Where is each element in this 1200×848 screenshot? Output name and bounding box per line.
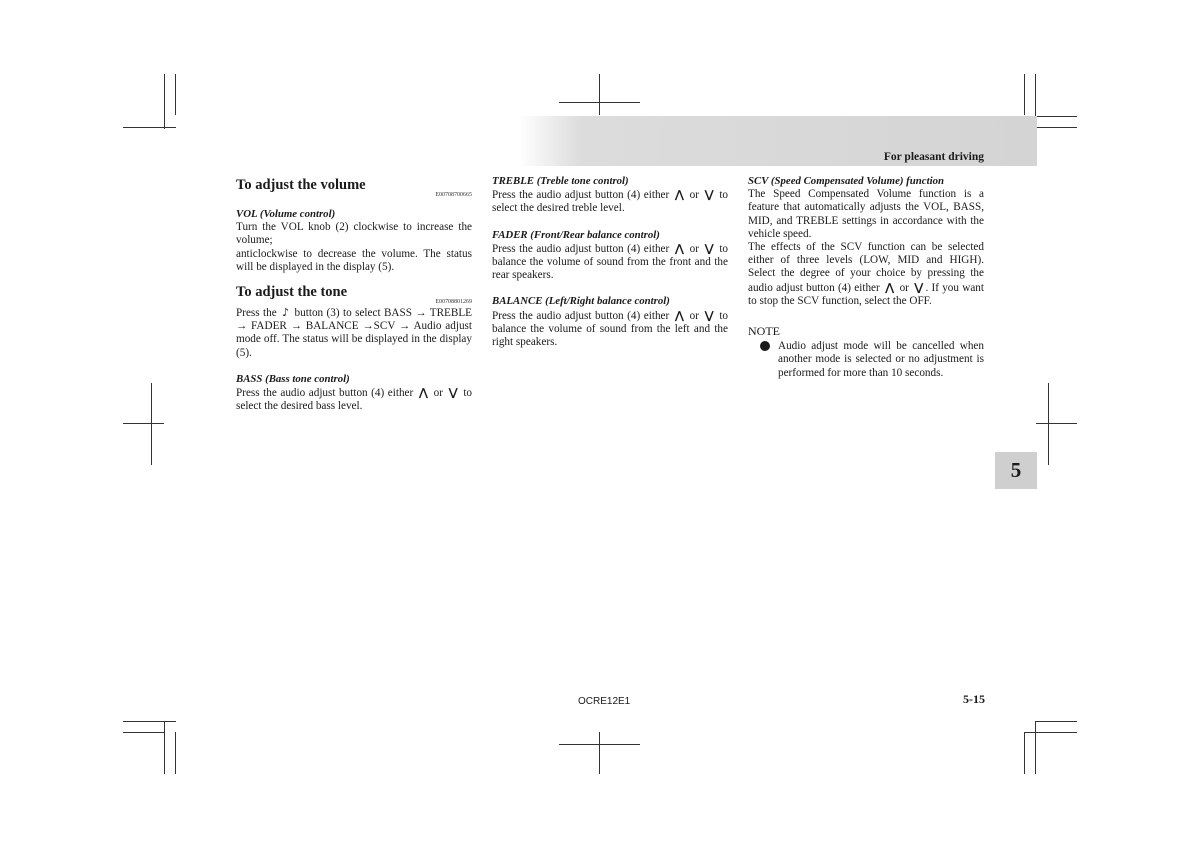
crop-mark (151, 383, 152, 465)
crop-mark (1048, 383, 1049, 465)
text-segment: The effects of the SCV function can be selected either of three levels (LOW, MID and HIGH). Select the degree of your choice by pressing the audio adjust button (4) either (748, 241, 984, 294)
text-segment: . If you want to stop the SCV function, select the OFF. (748, 281, 985, 307)
up-button-icon: ⋀ (418, 386, 429, 400)
up-button-icon: ⋀ (674, 308, 685, 322)
page-code: OCRE12E1 (578, 696, 631, 707)
paragraph-fader (492, 242, 728, 283)
crop-mark (123, 732, 164, 733)
crop-mark (175, 732, 176, 774)
text-segment: to balance the volume of sound from the left and the right speakers. (492, 309, 729, 349)
crop-mark (123, 423, 164, 424)
crop-mark (1024, 74, 1025, 115)
bullet-icon (760, 341, 770, 351)
crop-mark (1036, 423, 1077, 424)
subheading-balance: BALANCE (Left/Right balance control) (492, 295, 670, 308)
crop-mark (123, 721, 176, 722)
paragraph-vol-1: Turn the VOL knob (2) clockwise to increase the volume; (236, 221, 472, 247)
subheading-scv: SCV (Speed Compensated Volume) function (748, 175, 944, 187)
crop-mark (123, 127, 176, 128)
column-left (236, 172, 472, 413)
paragraph-scv-2 (748, 241, 984, 308)
page-number: 5-15 (963, 692, 985, 706)
paragraph-treble (492, 188, 728, 215)
text-segment: or (689, 309, 699, 322)
text-segment: Press the audio adjust button (4) either (236, 387, 414, 400)
crop-mark (599, 732, 600, 774)
reference-code: E00708801269 (435, 299, 472, 306)
up-button-icon: ⋀ (674, 188, 685, 202)
note-bullet-text: Audio adjust mode will be cancelled when another mode is selected or no adjustment is performed for more than 10 seconds. (778, 340, 984, 379)
crop-mark (164, 74, 165, 129)
note-button-icon: ♪ (282, 306, 290, 320)
note-bullet-item (748, 340, 984, 380)
text-segment: or (433, 387, 443, 400)
text-segment: to balance the volume of sound from the front and the rear speakers. (492, 242, 729, 282)
column-right (748, 172, 984, 380)
text-segment: Press the audio adjust button (4) either (492, 242, 670, 255)
down-button-icon: ⋁ (704, 188, 714, 202)
text-segment: to select the desired treble level. (492, 189, 729, 215)
text-segment: Press the (236, 307, 277, 320)
text-segment: or (899, 281, 909, 294)
text-segment: Press the audio adjust button (4) either (492, 309, 670, 322)
crop-mark (1035, 721, 1077, 722)
paragraph-tone (236, 306, 472, 360)
crop-mark (1035, 721, 1036, 774)
subheading-fader: FADER (Front/Rear balance control) (492, 228, 660, 241)
up-button-icon: ⋀ (674, 241, 685, 255)
down-button-icon: ⋁ (448, 386, 458, 400)
chapter-tab: 5 (995, 452, 1037, 489)
down-button-icon: ⋁ (914, 280, 924, 294)
text-segment: Press the audio adjust button (4) either (492, 189, 670, 202)
note-label: NOTE (748, 324, 780, 339)
subheading-vol: VOL (Volume control) (236, 208, 336, 220)
text-segment: button (3) to select BASS → TREBLE → FADER → BALANCE →SCV → Audio adjust mode off. The status will be displayed in the display (5). (236, 307, 472, 359)
down-button-icon: ⋁ (704, 241, 714, 255)
paragraph-scv-1: The Speed Compensated Volume function is a feature that automatically adjusts the VOL, BASS, MID, and TREBLE settings in accordance with the vehicle speed. (748, 188, 984, 240)
crop-mark (1024, 732, 1025, 774)
text-segment: or (689, 189, 699, 202)
crop-mark (1035, 116, 1077, 117)
crop-mark (164, 721, 165, 774)
down-button-icon: ⋁ (704, 308, 714, 322)
reference-code: E00708700665 (435, 192, 472, 198)
up-button-icon: ⋀ (885, 280, 895, 294)
column-middle (492, 172, 728, 349)
paragraph-balance (492, 309, 728, 350)
text-segment: to select the desired bass level. (236, 387, 473, 413)
heading-adjust-tone: To adjust the tone (236, 284, 348, 301)
paragraph-vol-2: anticlockwise to decrease the volume. The status will be displayed in the display (5). (236, 247, 472, 273)
text-segment: or (689, 242, 699, 255)
crop-mark (599, 74, 600, 115)
heading-adjust-volume: To adjust the volume (236, 177, 366, 193)
paragraph-bass (236, 386, 472, 413)
crop-mark (175, 74, 176, 115)
subheading-bass: BASS (Bass tone control) (236, 372, 350, 385)
section-title: For pleasant driving (883, 151, 984, 163)
crop-mark (1024, 732, 1077, 733)
subheading-treble: TREBLE (Treble tone control) (492, 175, 629, 187)
